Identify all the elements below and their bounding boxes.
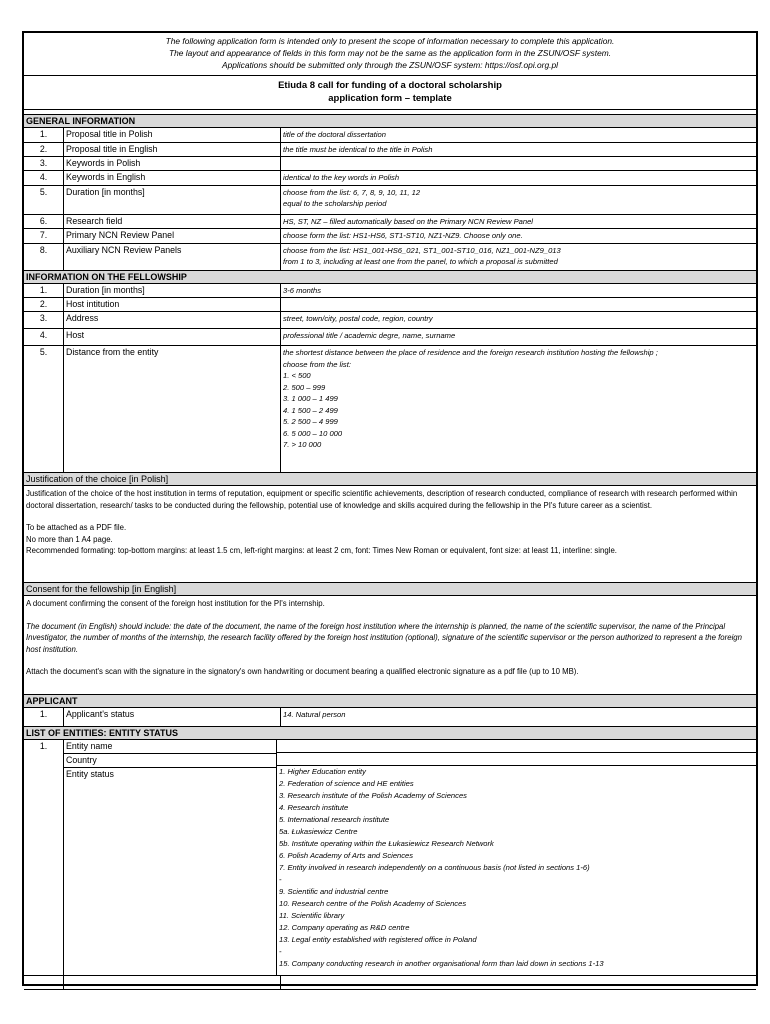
field-hint: 5. 2 500 – 4 999	[283, 417, 338, 426]
table-row	[24, 157, 756, 171]
field-hint: 3. 1 000 – 1 499	[283, 394, 338, 403]
field-value[interactable]	[281, 708, 756, 726]
field-value[interactable]	[281, 346, 756, 472]
section-applicant: APPLICANT	[24, 695, 756, 708]
field-hint: the shortest distance between the place of residence and the foreign research institution hosting the fellowship ;	[283, 348, 658, 357]
justification-block	[24, 486, 756, 583]
field-hint: 4. 1 500 – 2 499	[283, 405, 338, 415]
field-hint: 7. > 10 000	[283, 440, 322, 449]
more-rows: ...	[24, 976, 64, 989]
entity-country-label: Country	[64, 754, 276, 768]
consent-attachment: Attach the document's scan with the signature in the signatory's own handwriting or document bearing a qualified electronic signature as a pdf file (up to 10 MB).	[26, 667, 579, 676]
table-row	[24, 171, 756, 186]
row-number: 5.	[24, 346, 64, 472]
field-value[interactable]	[281, 186, 756, 214]
row-number: 3.	[24, 157, 64, 170]
entity-values	[277, 740, 756, 975]
status-option: 7. Entity involved in research independently on a continuous basis (not listed in sections 1-6)	[279, 863, 590, 872]
status-option: 5. International research institute	[279, 815, 390, 824]
field-hint: identical to the key words in Polish	[283, 173, 400, 182]
status-option: 3. Research institute of the Polish Academy of Sciences	[279, 791, 467, 800]
status-option: 10. Research centre of the Polish Academy of Sciences	[279, 899, 467, 908]
field-hint: equal to the scholarship period	[283, 199, 387, 208]
field-value[interactable]	[281, 229, 756, 243]
row-number: 7.	[24, 229, 64, 243]
intro-line: The layout and appearance of fields in this form may not be the same as the application form in the ZSUN/OSF system.	[168, 48, 612, 58]
justification-line: No more than 1 A4 page.	[26, 534, 113, 544]
field-hint: HS, ST, NZ – filled automatically based on the Primary NCN Review Panel	[283, 216, 533, 226]
field-hint: 1. < 500	[283, 371, 311, 380]
consent-requirements: The document (in English) should include: the date of the document, the name of the foreign host institution where the internship is planned, the name of the scientific supervisor, the name of the Principal Investigator, the number of months of the internship, the research facility offered by the foreign host institution (optional), signature of the scientific supervisor or the person authorized to represent a the foreign host institution.	[26, 621, 742, 654]
intro-line: The following application form is intended only to present the scope of information necessary to complete this application.	[165, 36, 615, 46]
field-value[interactable]	[281, 244, 756, 270]
section-justification: Justification of the choice [in Polish]	[24, 473, 756, 486]
section-entities: LIST OF ENTITIES: ENTITY STATUS	[24, 727, 756, 740]
table-row	[24, 215, 756, 230]
field-label: Host intitution	[64, 298, 281, 311]
status-option: 12. Company operating as R&D centre	[279, 923, 410, 932]
entity-labels	[64, 740, 277, 975]
field-hint: 6. 5 000 – 10 000	[283, 428, 343, 438]
field-label: Keywords in English	[64, 171, 281, 185]
field-hint: title of the doctoral dissertation	[283, 130, 386, 139]
general-information-rows	[24, 128, 756, 271]
field-hint: street, town/city, postal code, region, country	[283, 314, 433, 323]
justification-line: Recommended formating: top-bottom margins: at least 1.5 cm, left-right margins: at least 2 cm, font: Times New Roman or equivalent, font size: at least 11, interline: single.	[26, 546, 617, 555]
row-number: 2.	[24, 143, 64, 157]
consent-text: A document confirming the consent of the foreign host institution for the PI's internship.	[26, 599, 325, 608]
field-hint: 14. Natural person	[283, 710, 346, 719]
field-label: Keywords in Polish	[64, 157, 281, 170]
row-number: 5.	[24, 186, 64, 214]
field-value[interactable]	[281, 329, 756, 345]
table-row	[24, 284, 756, 299]
table-row	[24, 143, 756, 158]
status-option: 2. Federation of science and HE entities	[279, 779, 414, 788]
table-row	[24, 346, 756, 473]
title-line: application form – template	[328, 93, 452, 104]
status-option: 5b. Institute operating within the Łukasiewicz Research Network	[279, 839, 494, 848]
application-form-template	[22, 31, 758, 986]
field-label: Proposal title in English	[64, 143, 281, 157]
field-hint: from 1 to 3, including at least one from the panel, to which a proposal is submitted	[283, 257, 558, 266]
status-option: 15. Company conducting research in another organisational form than laid down in sections 1-13	[279, 959, 604, 968]
entity-status-label: Entity status	[66, 769, 114, 779]
section-fellowship: INFORMATION ON THE FELLOWSHIP	[24, 271, 756, 284]
field-hint: 2. 500 – 999	[283, 382, 326, 392]
field-label: Proposal title in Polish	[64, 128, 281, 142]
entity-status-options	[277, 766, 756, 972]
field-hint: 3-6 months	[283, 285, 321, 295]
field-value[interactable]	[281, 215, 756, 229]
row-number: 6.	[24, 215, 64, 229]
form-title	[24, 76, 756, 110]
field-value[interactable]	[281, 128, 756, 142]
section-consent: Consent for the fellowship [in English]	[24, 583, 756, 596]
status-option: 1. Higher Education entity	[279, 767, 366, 776]
row-number: 1.	[24, 740, 64, 975]
field-label: Auxiliary NCN Review Panels	[64, 244, 281, 270]
justification-text: Justification of the choice of the host institution in terms of reputation, equipment or specific scientific achievements, description of research conducted, compliance of research with research performed within doctoral dissertation, research/ tasks to be conducted during the fellowship, potential use of knowledge and skills acquired during the fellowship in the PI's future career as a scientist.	[26, 489, 738, 510]
table-row	[24, 128, 756, 143]
field-label: Duration [in months]	[64, 284, 281, 298]
status-option: 9. Scientific and industrial centre	[279, 887, 389, 896]
field-value[interactable]	[281, 284, 756, 298]
field-value[interactable]	[281, 143, 756, 157]
table-row	[24, 740, 756, 975]
field-label: Address	[64, 312, 281, 328]
field-label: Primary NCN Review Panel	[64, 229, 281, 243]
row-number: 3.	[24, 312, 64, 328]
table-row	[24, 186, 756, 215]
row-number: 1.	[24, 708, 64, 726]
field-value[interactable]	[281, 157, 756, 170]
field-hint: professional title / academic degre, name, surname	[283, 331, 456, 340]
applicant-rows	[24, 708, 756, 727]
title-line: Etiuda 8 call for funding of a doctoral scholarship	[278, 80, 502, 91]
field-hint: choose form the list: HS1-HS6, ST1-ST10, NZ1-NZ9. Choose only one.	[283, 231, 523, 240]
status-option: -	[279, 947, 282, 956]
consent-block	[24, 596, 756, 695]
row-number: 4.	[24, 329, 64, 345]
field-hint: the title must be identical to the title in Polish	[283, 144, 433, 154]
field-value[interactable]	[281, 171, 756, 185]
table-row	[24, 298, 756, 312]
table-row	[24, 312, 756, 329]
status-option: 11. Scientific library	[279, 911, 345, 920]
table-row	[24, 975, 756, 990]
field-value[interactable]	[281, 312, 756, 328]
field-hint: choose from the list: 6, 7, 8, 9, 10, 11, 12	[283, 187, 421, 197]
field-hint: choose from the list:	[283, 359, 351, 369]
field-hint: choose from the list: HS1_001-HS6_021, ST1_001-ST10_016, NZ1_001-NZ9_013	[283, 245, 561, 255]
field-label: Applicant's status	[64, 708, 281, 726]
table-row	[24, 329, 756, 346]
row-number: 1.	[24, 128, 64, 142]
intro-line: Applications should be submitted only through the ZSUN/OSF system: https://osf.opi.org.pl	[222, 60, 558, 70]
status-option: 6. Polish Academy of Arts and Sciences	[279, 851, 414, 860]
entity-name-field[interactable]	[277, 740, 756, 753]
table-row	[24, 708, 756, 727]
status-option: 13. Legal entity established with registered office in Poland	[279, 935, 477, 944]
status-option: -	[279, 875, 282, 884]
field-label: Research field	[64, 215, 281, 229]
justification-line: To be attached as a PDF file.	[26, 523, 127, 532]
field-value[interactable]	[281, 298, 756, 311]
status-option: 4. Research institute	[279, 803, 349, 812]
row-number: 8.	[24, 244, 64, 270]
table-row	[24, 244, 756, 271]
entity-name-label: Entity name	[64, 740, 276, 754]
row-number: 2.	[24, 298, 64, 311]
field-label: Duration [in months]	[64, 186, 281, 214]
intro-notice	[24, 33, 756, 76]
field-label: Host	[64, 329, 281, 345]
row-number: 1.	[24, 284, 64, 298]
status-option: 5a. Łukasiewicz Centre	[279, 827, 358, 836]
entity-country-field[interactable]	[277, 753, 756, 766]
section-general-information: GENERAL INFORMATION	[24, 115, 756, 128]
field-label: Distance from the entity	[64, 346, 281, 472]
fellowship-rows	[24, 284, 756, 474]
table-row	[24, 229, 756, 244]
row-number: 4.	[24, 171, 64, 185]
